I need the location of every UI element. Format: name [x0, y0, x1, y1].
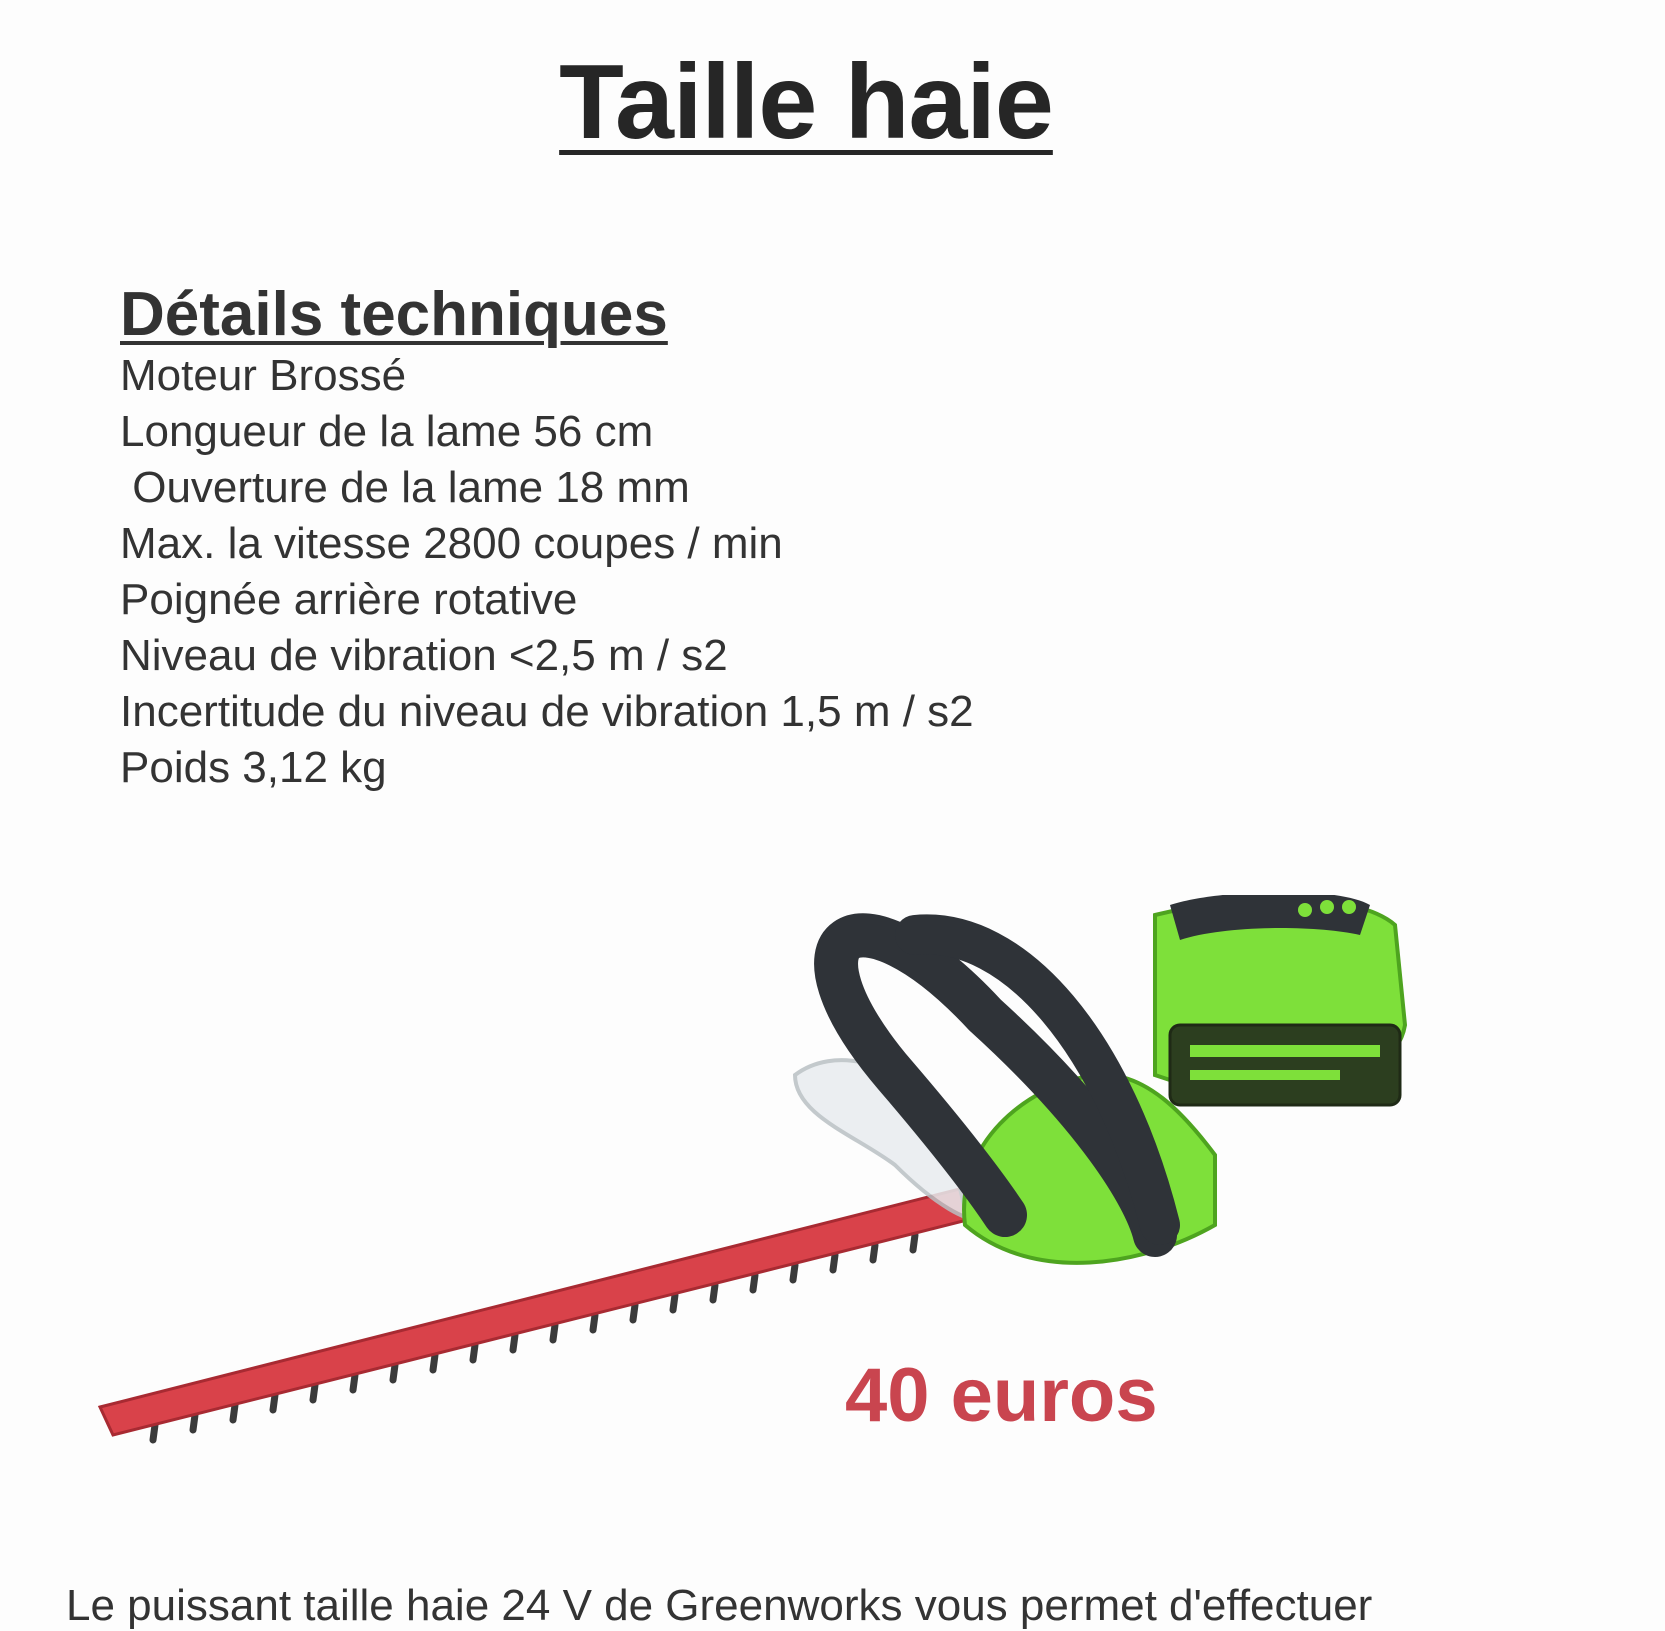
- spec-list: [120, 348, 974, 796]
- description-text: Le puissant taille haie 24 V de Greenworks vous permet d'effectuer: [66, 1581, 1373, 1630]
- spec-item: Moteur Brossé: [120, 351, 407, 400]
- spec-item: Longueur de la lame 56 cm: [120, 407, 654, 456]
- spec-item: Poignée arrière rotative: [120, 575, 578, 624]
- spec-item: Max. la vitesse 2800 coupes / min: [120, 519, 783, 568]
- battery: [1170, 1025, 1400, 1105]
- price-label: 40 euros: [845, 1353, 1158, 1438]
- spec-item: Poids 3,12 kg: [120, 743, 387, 792]
- blade-teeth-group: [153, 1235, 915, 1440]
- spec-item: Incertitude du niveau de vibration 1,5 m / s2: [120, 687, 974, 736]
- spec-item: Ouverture de la lame 18 mm: [120, 463, 690, 512]
- technical-details: [120, 282, 974, 796]
- blade-teeth: [95, 895, 115, 1455]
- spec-item: Niveau de vibration <2,5 m / s2: [120, 631, 728, 680]
- hedge-trimmer-icon: [95, 895, 1495, 1455]
- page-title: Taille haie: [559, 43, 1053, 161]
- details-heading: Détails techniques: [120, 280, 668, 349]
